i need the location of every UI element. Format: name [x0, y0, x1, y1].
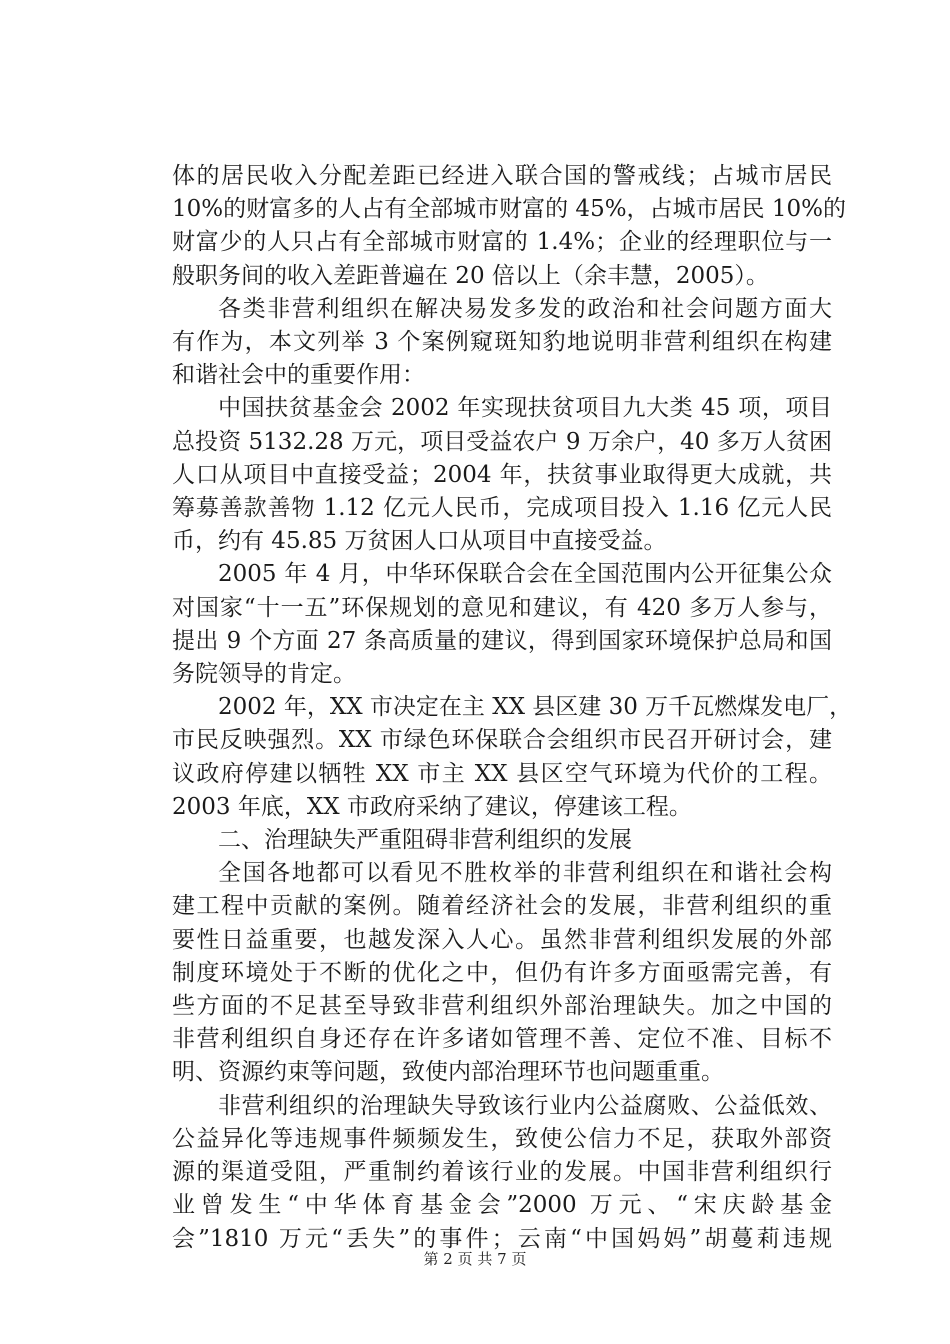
text-line: 人口从项目中直接受益；2004 年，扶贫事业取得更大成就，共 [172, 461, 832, 488]
text-line: 源的渠道受阻，严重制约着该行业的发展。中国非营利组织行 [172, 1159, 832, 1186]
text-line: 般职务间的收入差距普遍在 20 倍以上（余丰慧，2005）。 [172, 262, 769, 289]
text-line: 会”1810 万元“丢失”的事件；云南“中国妈妈”胡蔓莉违规 [172, 1225, 832, 1252]
text-line: 和谐社会中的重要作用： [172, 362, 425, 389]
text-line: 些方面的不足甚至导致非营利组织外部治理缺失。加之中国的 [172, 993, 832, 1020]
text-line: 中国扶贫基金会 2002 年实现扶贫项目九大类 45 项，项目 [218, 395, 832, 422]
text-line: 要性日益重要，也越发深入人心。虽然非营利组织发展的外部 [172, 926, 832, 953]
text-line: 明、资源约束等问题，致使内部治理环节也问题重重。 [172, 1059, 724, 1086]
text-line: 议政府停建以牺牲 XX 市主 XX 县区空气环境为代价的工程。 [172, 760, 832, 787]
section-heading: 二、治理缺失严重阻碍非营利组织的发展 [218, 827, 632, 854]
text-line: 财富少的人只占有全部城市财富的 1.4%；企业的经理职位与一 [172, 229, 832, 256]
page-number-footer: 第 2 页 共 7 页 [423, 1250, 527, 1268]
text-line: 各类非营利组织在解决易发多发的政治和社会问题方面大 [218, 295, 832, 322]
text-line: 2005 年 4 月，中华环保联合会在全国范围内公开征集公众 [218, 561, 832, 588]
text-line: 10%的财富多的人占有全部城市财富的 45%，占城市居民 10%的 [172, 196, 846, 223]
text-line: 提出 9 个方面 27 条高质量的建议，得到国家环境保护总局和国 [172, 627, 832, 654]
text-line: 制度环境处于不断的优化之中，但仍有许多方面亟需完善，有 [172, 959, 832, 986]
text-line: 全国各地都可以看见不胜枚举的非营利组织在和谐社会构 [218, 860, 832, 887]
text-line: 公益异化等违规事件频频发生，致使公信力不足，获取外部资 [172, 1125, 832, 1152]
text-line: 2002 年，XX 市决定在主 XX 县区建 30 万千瓦燃煤发电厂， [218, 694, 853, 721]
text-line: 建工程中贡献的案例。随着经济社会的发展，非营利组织的重 [172, 893, 832, 920]
text-line: 务院领导的肯定。 [172, 661, 356, 688]
text-line: 有作为，本文列举 3 个案例窥斑知豹地说明非营利组织在构建 [172, 329, 832, 356]
text-line: 体的居民收入分配差距已经进入联合国的警戒线；占城市居民 [172, 163, 832, 189]
text-line: 非营利组织自身还存在许多诸如管理不善、定位不准、目标不 [172, 1026, 832, 1053]
text-line: 币，约有 45.85 万贫困人口从项目中直接受益。 [172, 528, 667, 555]
text-line: 对国家“十一五”环保规划的意见和建议，有 420 多万人参与， [172, 594, 832, 621]
text-line: 非营利组织的治理缺失导致该行业内公益腐败、公益低效、 [218, 1092, 832, 1119]
document-body [172, 160, 853, 1256]
text-line: 市民反映强烈。XX 市绿色环保联合会组织市民召开研讨会，建 [172, 727, 832, 754]
text-line: 筹募善款善物 1.12 亿元人民币，完成项目投入 1.16 亿元人民 [172, 495, 832, 522]
text-line: 总投资 5132.28 万元，项目受益农户 9 万余户，40 多万人贫困 [172, 428, 832, 455]
text-line: 2003 年底，XX 市政府采纳了建议，停建该工程。 [172, 793, 692, 820]
text-line: 业曾发生“中华体育基金会”2000 万元、“宋庆龄基金 [172, 1192, 832, 1219]
